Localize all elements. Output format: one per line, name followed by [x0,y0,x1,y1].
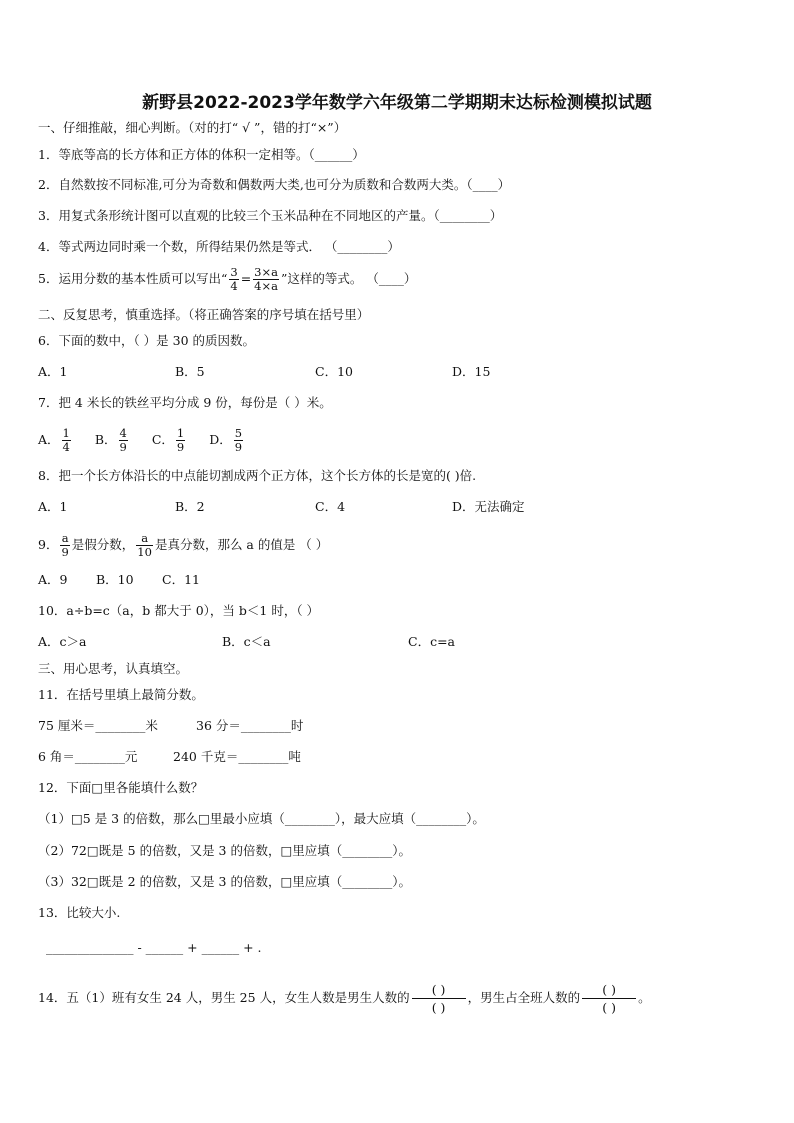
q9-text-post: 是真分数，那么 a 的值是 （ ） [154,537,329,552]
section-3-heading: 三、用心思考，认真填空。 [38,661,189,676]
fraction-numerator: 1 [62,426,70,440]
q9-number: 9． [38,537,59,552]
q11-blank-c: 6 角＝________元 [38,749,138,764]
fraction-denominator: 10 [137,545,152,559]
question-13: 13．比较大小. [38,905,121,920]
q14-answer-fraction-2 [582,981,636,1016]
question-9 [38,530,328,560]
q8-option: A．1 [38,499,68,514]
q7-option-fraction [119,427,128,454]
q5-f1-numerator: 3 [230,265,238,279]
q11-blank-b: 36 分＝________时 [196,718,304,733]
q7-option-fraction [234,427,243,454]
fraction-numerator-blank: ( ) [412,981,466,999]
q8-option: B．2 [175,499,205,514]
q5-equals: = [240,271,252,286]
q5-f1-denominator: 4 [230,279,238,293]
q10-option: A．c＞a [38,634,87,649]
fraction-denominator: 9 [176,440,185,454]
fraction-numerator: 4 [119,426,127,440]
fraction-denominator: 9 [234,440,243,454]
q7-option-label: A． [38,432,60,447]
question-8: 8．把一个长方体沿长的中点能切割成两个正方体，这个长方体的长是宽的( )倍. [38,468,477,483]
fraction-numerator: 1 [176,426,185,440]
fraction-numerator: 5 [234,426,243,440]
q7-option-fraction [176,427,185,454]
q11-blank-a: 75 厘米＝________米 [38,718,158,733]
q6-option: D．15 [452,364,491,379]
question-11: 11．在括号里填上最简分数。 [38,687,204,702]
fraction-numerator-blank: ( ) [582,981,636,999]
q14-text-pre: 14．五（1）班有女生 24 人，男生 25 人，女生人数是男生人数的 [38,990,410,1005]
q8-option: C．4 [315,499,346,514]
q5-fraction-1 [229,266,238,293]
q5-text-pre: 5．运用分数的基本性质可以写出“ [38,271,228,286]
fraction-denominator: 9 [119,440,127,454]
fraction-denominator: 9 [61,545,69,559]
q6-option: B．5 [175,364,205,379]
q6-option: C．10 [315,364,353,379]
q9-fraction-1 [60,532,69,559]
question-3: 3．用复式条形统计图可以直观的比较三个玉米品种在不同地区的产量。（________） [38,208,503,223]
q8-option: D．无法确定 [452,499,525,514]
q7-option-label: B． [94,432,117,447]
q6-option: A．1 [38,364,68,379]
q5-text-post: ”这样的等式。 （____） [280,271,417,286]
q10-option: B．c＜a [222,634,271,649]
question-7: 7．把 4 米长的铁丝平均分成 9 份，每份是（ ）米。 [38,395,332,410]
section-1-heading: 一、仔细推敲，细心判断。（对的打“ √ ”，错的打“×”） [38,120,347,135]
q12-part-1: （1）□5 是 3 的倍数，那么□里最小应填（________），最大应填（________）。 [38,811,485,826]
question-4: 4．等式两边同时乘一个数，所得结果仍然是等式． （________） [38,239,400,254]
q14-text-end: 。 [638,990,651,1005]
question-10: 10．a÷b=c（a，b 都大于 0），当 b＜1 时，（ ） [38,603,320,618]
q5-f2-numerator: 3×a [254,265,278,279]
fraction-denominator-blank: ( ) [431,1000,446,1015]
page-title: 新野县2022-2023学年数学六年级第二学期期末达标检测模拟试题 [142,93,652,113]
question-12: 12．下面□里各能填什么数？ [38,780,204,795]
question-5 [38,264,416,294]
section-2-heading: 二、反复思考，慎重选择。（将正确答案的序号填在括号里） [38,307,370,322]
fraction-numerator: a [61,531,69,545]
fraction-numerator: a [136,532,153,546]
question-14 [38,978,651,1018]
q5-f2-denominator: 4×a [254,279,278,293]
q14-answer-fraction-1 [412,981,466,1016]
q13-comparison-line: ______________ - ______ + ______ + . [46,940,262,955]
q9-fraction-2 [136,532,153,559]
q7-options [38,425,245,455]
q10-option: C．c=a [408,634,455,649]
q5-fraction-2 [253,266,279,293]
q9-text-mid: 是假分数， [71,537,135,552]
q7-option-label: C． [151,432,174,447]
question-1: 1．等底等高的长方体和正方体的体积一定相等。（______） [38,147,365,162]
q7-option-label: D． [209,432,232,447]
q11-blank-d: 240 千克＝________吨 [173,749,301,764]
q9-option: A．9 [38,572,68,587]
question-6: 6．下面的数中，（ ）是 30 的质因数。 [38,333,256,348]
q12-part-3: （3）32□既是 2 的倍数，又是 3 的倍数，□里应填（________）。 [38,874,412,889]
q9-option: C．11 [162,572,200,587]
fraction-denominator-blank: ( ) [602,1000,616,1015]
fraction-denominator: 4 [62,440,70,454]
question-2: 2．自然数按不同标准,可分为奇数和偶数两大类,也可分为质数和合数两大类。（____） [38,177,511,192]
q7-option-fraction [62,427,71,454]
q9-option: B．10 [96,572,134,587]
q12-part-2: （2）72□既是 5 的倍数，又是 3 的倍数，□里应填（________）。 [38,843,412,858]
q14-text-mid: ，男生占全班人数的 [467,990,581,1005]
